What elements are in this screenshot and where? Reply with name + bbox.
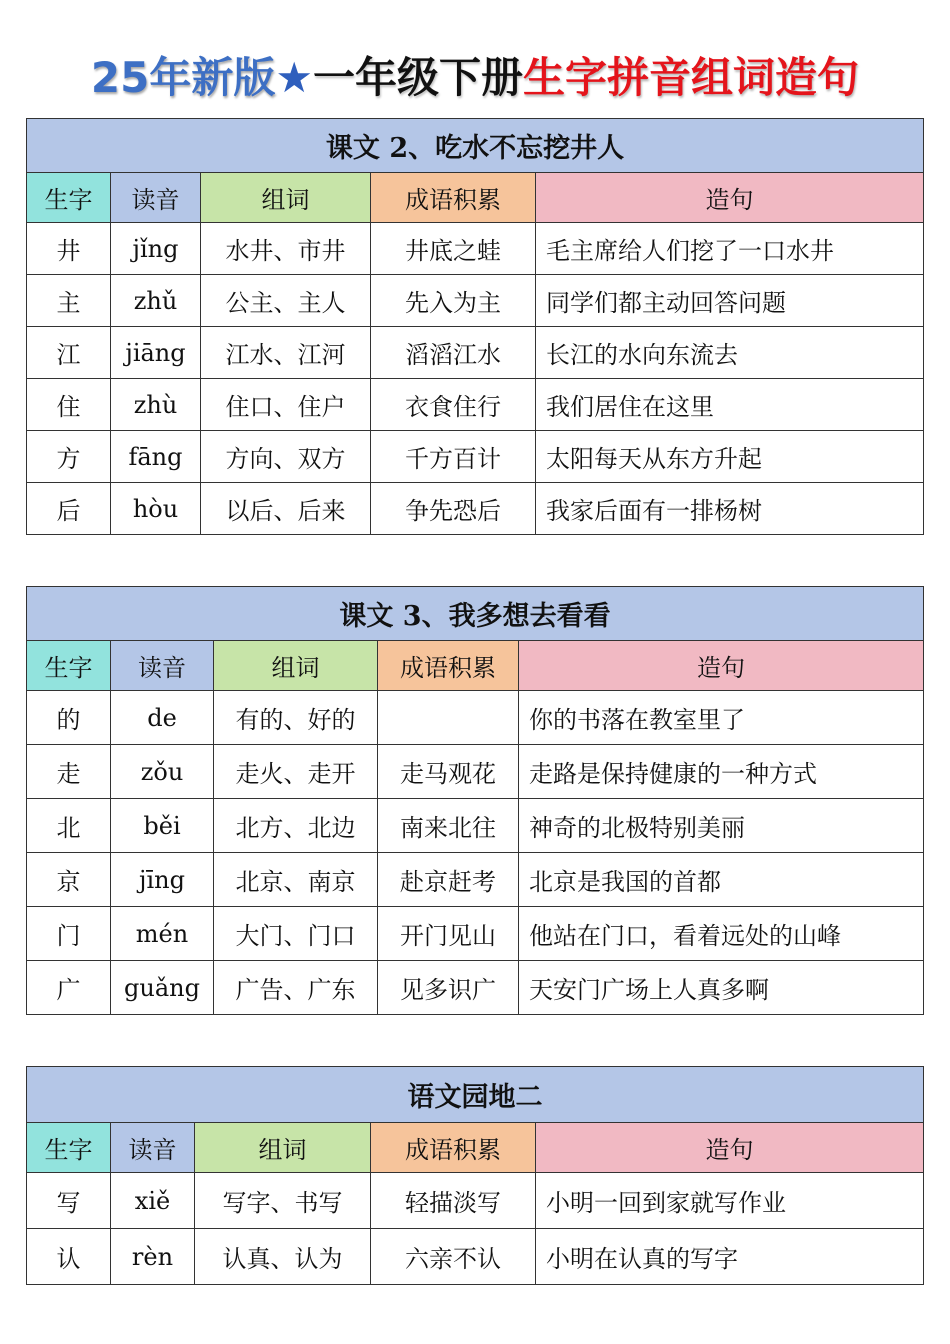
pinyin-cell: fāng [111, 431, 201, 483]
idiom-cell: 争先恐后 [371, 483, 536, 535]
pinyin-cell: mén [111, 907, 214, 961]
lesson-table-2 [26, 118, 924, 535]
table-row [27, 483, 924, 535]
words-cell: 大门、门口 [214, 907, 378, 961]
sentence-cell: 神奇的北极特别美丽 [519, 799, 924, 853]
sentence-cell: 长江的水向东流去 [536, 327, 924, 379]
lesson-table-garden [26, 1066, 924, 1285]
header-char: 生字 [27, 641, 111, 691]
pinyin-cell: jǐng [111, 223, 201, 275]
sentence-cell: 太阳每天从东方升起 [536, 431, 924, 483]
lesson-table-3 [26, 586, 924, 1015]
sentence-cell: 北京是我国的首都 [519, 853, 924, 907]
header-sentence: 造句 [536, 173, 924, 223]
table-row [27, 1229, 924, 1285]
words-cell: 有的、好的 [214, 691, 378, 745]
table-row [27, 223, 924, 275]
sentence-cell: 我家后面有一排杨树 [536, 483, 924, 535]
char-cell: 北 [27, 799, 111, 853]
char-cell: 住 [27, 379, 111, 431]
char-cell: 江 [27, 327, 111, 379]
idiom-cell: 南来北往 [378, 799, 519, 853]
sentence-cell: 天安门广场上人真多啊 [519, 961, 924, 1015]
header-sentence: 造句 [519, 641, 924, 691]
title-part-version: 25年新版 [90, 53, 276, 102]
char-cell: 走 [27, 745, 111, 799]
words-cell: 江水、江河 [201, 327, 371, 379]
words-cell: 广告、广东 [214, 961, 378, 1015]
header-char: 生字 [27, 173, 111, 223]
lesson-caption: 课文 3、我多想去看看 [27, 587, 924, 641]
title-part-grade: 一年级下册 [313, 53, 524, 102]
header-pinyin: 读音 [111, 173, 201, 223]
idiom-cell: 滔滔江水 [371, 327, 536, 379]
idiom-cell [378, 691, 519, 745]
pinyin-cell: jiāng [111, 327, 201, 379]
table-row [27, 691, 924, 745]
char-cell: 方 [27, 431, 111, 483]
words-cell: 走火、走开 [214, 745, 378, 799]
char-cell: 写 [27, 1173, 111, 1229]
words-cell: 住口、住户 [201, 379, 371, 431]
char-cell: 井 [27, 223, 111, 275]
header-words: 组词 [214, 641, 378, 691]
lesson-caption: 语文园地二 [27, 1067, 924, 1123]
pinyin-cell: rèn [111, 1229, 195, 1285]
title-part-topic: 生字拼音组词造句 [523, 53, 860, 102]
table-row [27, 379, 924, 431]
header-idiom: 成语积累 [378, 641, 519, 691]
header-idiom: 成语积累 [371, 1123, 536, 1173]
idiom-cell: 走马观花 [378, 745, 519, 799]
header-char: 生字 [27, 1123, 111, 1173]
char-cell: 京 [27, 853, 111, 907]
table-row [27, 799, 924, 853]
char-cell: 广 [27, 961, 111, 1015]
header-pinyin: 读音 [111, 1123, 195, 1173]
header-words: 组词 [195, 1123, 371, 1173]
lesson-caption: 课文 2、吃水不忘挖井人 [27, 119, 924, 173]
header-pinyin: 读音 [111, 641, 214, 691]
idiom-cell: 先入为主 [371, 275, 536, 327]
pinyin-cell: zhǔ [111, 275, 201, 327]
header-sentence: 造句 [536, 1123, 924, 1173]
char-cell: 主 [27, 275, 111, 327]
char-cell: 后 [27, 483, 111, 535]
table-row [27, 853, 924, 907]
header-idiom: 成语积累 [371, 173, 536, 223]
words-cell: 方向、双方 [201, 431, 371, 483]
sentence-cell: 小明一回到家就写作业 [536, 1173, 924, 1229]
sentence-cell: 毛主席给人们挖了一口水井 [536, 223, 924, 275]
char-cell: 门 [27, 907, 111, 961]
pinyin-cell: zhù [111, 379, 201, 431]
words-cell: 以后、后来 [201, 483, 371, 535]
star-icon: ★ [275, 53, 314, 102]
idiom-cell: 赴京赶考 [378, 853, 519, 907]
words-cell: 水井、市井 [201, 223, 371, 275]
pinyin-cell: de [111, 691, 214, 745]
table-row [27, 275, 924, 327]
table-row [27, 1173, 924, 1229]
idiom-cell: 轻描淡写 [371, 1173, 536, 1229]
words-cell: 公主、主人 [201, 275, 371, 327]
idiom-cell: 衣食住行 [371, 379, 536, 431]
sentence-cell: 我们居住在这里 [536, 379, 924, 431]
sentence-cell: 走路是保持健康的一种方式 [519, 745, 924, 799]
pinyin-cell: zǒu [111, 745, 214, 799]
pinyin-cell: xiě [111, 1173, 195, 1229]
table-row [27, 745, 924, 799]
sentence-cell: 小明在认真的写字 [536, 1229, 924, 1285]
words-cell: 北方、北边 [214, 799, 378, 853]
idiom-cell: 井底之蛙 [371, 223, 536, 275]
sentence-cell: 他站在门口，看着远处的山峰 [519, 907, 924, 961]
table-row [27, 431, 924, 483]
header-words: 组词 [201, 173, 371, 223]
idiom-cell: 见多识广 [378, 961, 519, 1015]
pinyin-cell: guǎng [111, 961, 214, 1015]
idiom-cell: 六亲不认 [371, 1229, 536, 1285]
pinyin-cell: jīng [111, 853, 214, 907]
table-row [27, 907, 924, 961]
pinyin-cell: běi [111, 799, 214, 853]
idiom-cell: 千方百计 [371, 431, 536, 483]
sentence-cell: 你的书落在教室里了 [519, 691, 924, 745]
idiom-cell: 开门见山 [378, 907, 519, 961]
words-cell: 北京、南京 [214, 853, 378, 907]
words-cell: 写字、书写 [195, 1173, 371, 1229]
char-cell: 的 [27, 691, 111, 745]
table-row [27, 327, 924, 379]
page-title [0, 48, 950, 108]
pinyin-cell: hòu [111, 483, 201, 535]
char-cell: 认 [27, 1229, 111, 1285]
sentence-cell: 同学们都主动回答问题 [536, 275, 924, 327]
words-cell: 认真、认为 [195, 1229, 371, 1285]
table-row [27, 961, 924, 1015]
